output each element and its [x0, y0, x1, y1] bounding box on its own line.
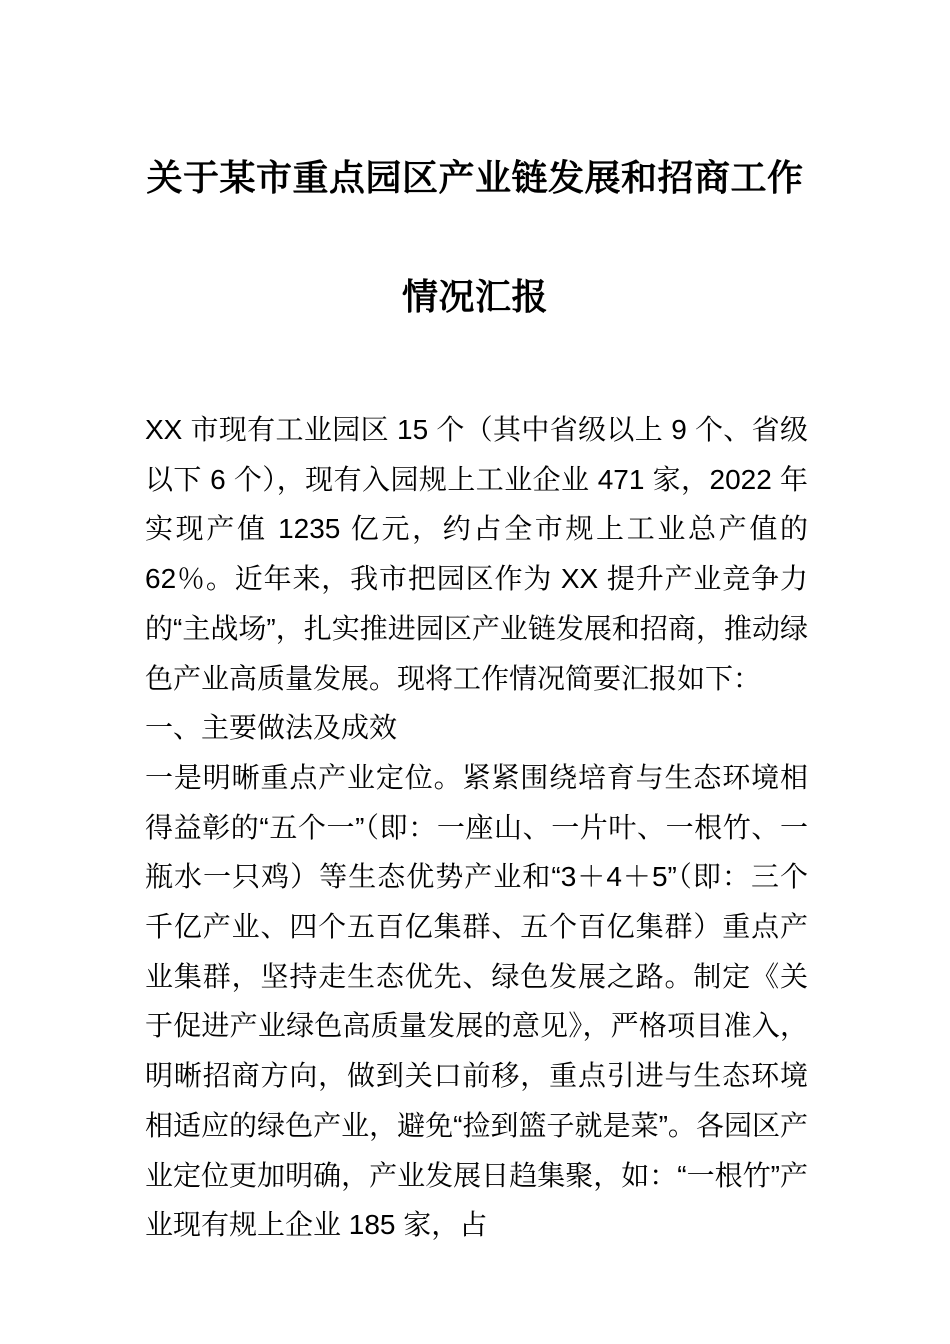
document-body: [145, 405, 808, 1250]
title-line-2: 情况汇报: [401, 276, 548, 317]
title-line-1: 关于某市重点园区产业链发展和招商工作: [146, 157, 804, 198]
document-title: [0, 0, 950, 356]
paragraph-intro: XX 市现有工业园区 15 个（其中省级以上 9 个、省级以下 6 个），现有入园规上工业企业 471 家，2022 年实现产值 1235 亿元，约占全市规上工业总产值的 62％。近年来，我市把园区作为 XX 提升产业竞争力的“主战场”，扎实推进园区产业链发展和招商，推动绿色产业高质量发展。现将工作情况简要汇报如下：: [145, 414, 808, 694]
section-heading-1: 一、主要做法及成效: [145, 712, 398, 744]
paragraph-measure-1: 一是明晰重点产业定位。紧紧围绕培育与生态环境相得益彰的“五个一”（即：一座山、一片叶、一根竹、一瓶水一只鸡）等生态优势产业和“3＋4＋5”（即：三个千亿产业、四个五百亿集群、五个百亿集群）重点产业集群，坚持走生态优先、绿色发展之路。制定《关于促进产业绿色高质量发展的意见》，严格项目准入，明晰招商方向，做到关口前移，重点引进与生态环境相适应的绿色产业，避免“捡到篮子就是菜”。各园区产业定位更加明确，产业发展日趋集聚，如：“一根竹”产业现有规上企业 185 家，占: [145, 761, 808, 1241]
